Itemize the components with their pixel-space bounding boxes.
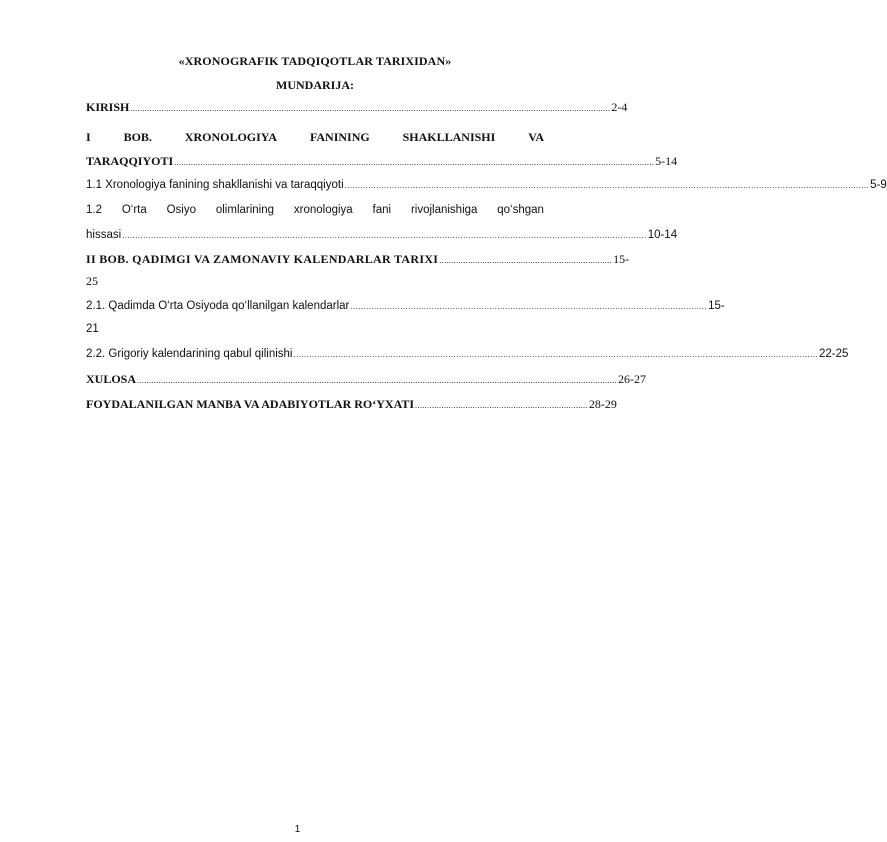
- toc-entry-manba: [86, 396, 617, 414]
- dot-leader: ........................................................................................................................................................................................................: [130, 104, 611, 113]
- toc-word: XRONOLOGIYA: [184, 130, 278, 144]
- toc-word: xronologiya: [293, 204, 353, 216]
- toc-word: I: [86, 130, 91, 144]
- toc-label: KIRISH: [86, 100, 130, 114]
- toc-label: 1.1 Xronologiya fanining shakllanishi va taraqqiyoti: [86, 179, 344, 191]
- toc-label: 2.1. Qadimda O‘rta Osiyoda qo‘llanilgan kalendarlar: [86, 300, 350, 312]
- toc-pages: 15-: [708, 300, 725, 312]
- dot-leader: ........................................................................................................................................................................................................: [122, 231, 647, 240]
- toc-entry-1-1: [86, 177, 887, 194]
- toc-entry-1-2: [86, 202, 544, 218]
- toc-word: olimlarining: [215, 204, 275, 216]
- toc-label: FOYDALANILGAN MANBA VA ADABIYOTLAR RO‘YXATI: [86, 397, 415, 411]
- toc-word: O‘rta: [121, 204, 147, 216]
- toc-heading: MUNDARIJA:: [276, 78, 354, 92]
- toc-word: fani: [372, 204, 392, 216]
- page-number: 1: [294, 824, 301, 835]
- dot-leader: ........................................................................: [415, 401, 588, 410]
- toc-entry-2-1: [86, 298, 725, 315]
- toc-pages: 28-29: [588, 397, 617, 411]
- toc-entry-2-1-pages: 21: [86, 323, 99, 335]
- toc-label: 2.2. Grigoriy kalendarining qabul qilinishi: [86, 348, 293, 360]
- toc-word: BOB.: [123, 130, 152, 144]
- toc-word: 1.2: [86, 204, 102, 216]
- toc-entry-bob2: [86, 251, 630, 269]
- toc-entry-bob2-pages: 25: [86, 274, 98, 288]
- toc-pages: 22-25: [819, 348, 849, 360]
- toc-entry-xulosa: [86, 371, 647, 389]
- toc-pages: 26-27: [618, 372, 647, 386]
- toc-entry-bob1: [86, 129, 544, 145]
- toc-pages: 5-9: [870, 179, 887, 191]
- toc-label: II BOB. QADIMGI VA ZAMONAVIY KALENDARLAR TARIXI: [86, 252, 439, 266]
- dot-leader: ........................................................................................................................................: [350, 302, 708, 311]
- dot-leader: ........................................................................................................................................................................................................: [293, 350, 819, 359]
- dot-leader: ........................................................................................................................................................................................................: [137, 376, 618, 385]
- toc-word: Osiyo: [166, 204, 197, 216]
- toc-pages: 5-14: [655, 154, 678, 168]
- dot-leader: ........................................................................................................................................................................................................: [174, 158, 655, 167]
- toc-word: qo‘shgan: [497, 204, 544, 216]
- toc-word: rivojlanishiga: [410, 204, 478, 216]
- toc-label: XULOSA: [86, 372, 137, 386]
- toc-pages: 15-: [613, 252, 630, 266]
- toc-entry-bob1-cont: [86, 153, 678, 171]
- toc-pages: 10-14: [647, 229, 678, 241]
- toc-label: TARAQQIYOTI: [86, 154, 174, 168]
- toc-entry-kirish: [86, 99, 628, 117]
- document-title: «XRONOGRAFIK TADQIQOTLAR TARIXIDAN»: [178, 54, 452, 68]
- toc-entry-2-2: [86, 346, 849, 363]
- toc-label: hissasi: [86, 229, 122, 241]
- dot-leader: ........................................................................................................................................................................................................: [344, 181, 870, 190]
- toc-pages: 2-4: [611, 100, 628, 114]
- dot-leader: ........................................................................: [439, 256, 613, 265]
- toc-word: FANINING: [309, 130, 370, 144]
- toc-word: SHAKLLANISHI: [402, 130, 496, 144]
- toc-word: VA: [528, 130, 544, 144]
- toc-entry-1-2-cont: [86, 227, 678, 244]
